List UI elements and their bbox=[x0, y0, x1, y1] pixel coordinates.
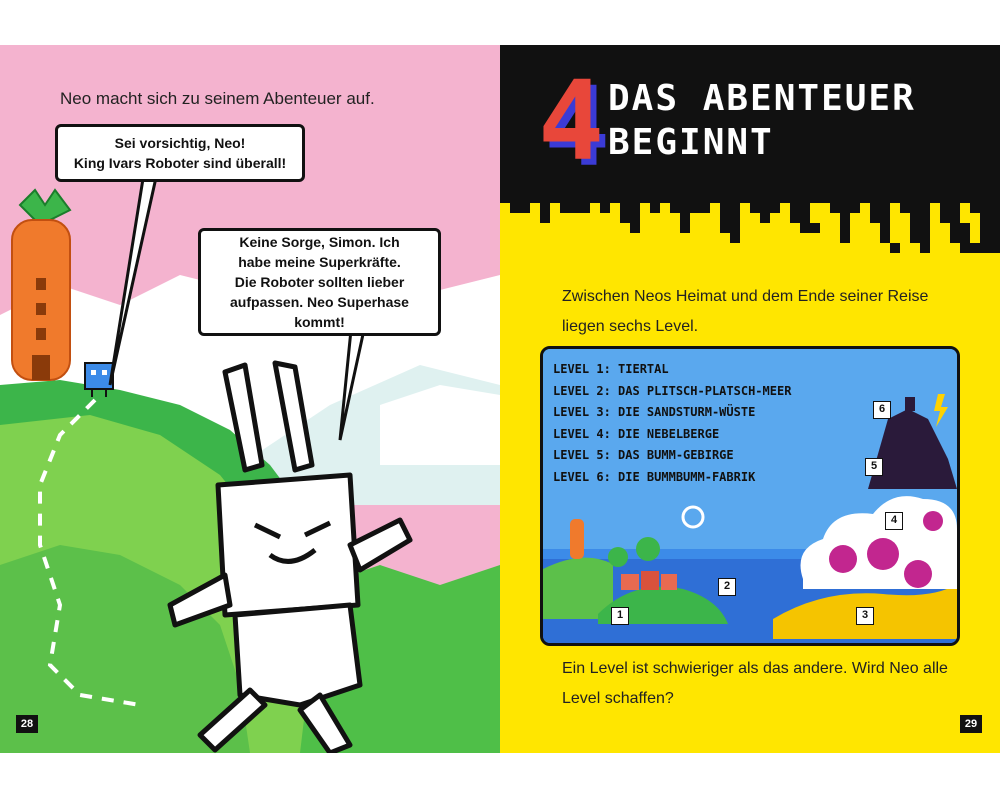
page-number-left: 28 bbox=[16, 715, 38, 733]
level-marker-3: 3 bbox=[856, 607, 874, 625]
page-number-right: 29 bbox=[960, 715, 982, 733]
chapter-title-line: DAS ABENTEUER bbox=[608, 78, 916, 119]
level-marker-5: 5 bbox=[865, 458, 883, 476]
book-spread bbox=[0, 45, 1000, 753]
closing-paragraph: Ein Level ist schwieriger als das andere. Wird Neo alle Level schaffen? bbox=[562, 660, 948, 707]
bubble-line: habe meine Superkräfte. bbox=[238, 254, 401, 270]
bubble-line: aufpassen. Neo Superhase bbox=[230, 294, 409, 310]
right-page bbox=[500, 45, 1000, 753]
level-list bbox=[553, 359, 791, 488]
level-item: LEVEL 5: DAS BUMM-GEBIRGE bbox=[553, 448, 734, 462]
speech-bubble-neo bbox=[198, 228, 441, 336]
level-marker-2: 2 bbox=[718, 578, 736, 596]
level-marker-1: 1 bbox=[611, 607, 629, 625]
level-marker-4: 4 bbox=[885, 512, 903, 530]
level-item: LEVEL 4: DIE NEBELBERGE bbox=[553, 426, 720, 441]
chapter-number: 4 bbox=[538, 57, 605, 185]
intro-paragraph: Zwischen Neos Heimat und dem Ende seiner Reise liegen sechs Level. bbox=[562, 288, 929, 335]
level-item: LEVEL 3: DIE SANDSTURM-WÜSTE bbox=[553, 405, 756, 419]
carrot-tower-icon bbox=[12, 190, 70, 380]
level-item: LEVEL 1: TIERTAL bbox=[553, 362, 669, 376]
level-item: LEVEL 2: DAS PLITSCH-PLATSCH-MEER bbox=[553, 383, 792, 398]
left-page bbox=[0, 45, 500, 753]
bubble-line: kommt! bbox=[294, 314, 345, 330]
bubble-line: Die Roboter sollten lieber bbox=[234, 274, 405, 290]
chapter-title bbox=[608, 77, 916, 165]
level-item: LEVEL 6: DIE BUMMBUMM-FABRIK bbox=[553, 469, 756, 484]
level-marker-6: 6 bbox=[873, 401, 891, 419]
chapter-title-line: BEGINNT bbox=[608, 122, 774, 163]
intro-text: Neo macht sich zu seinem Abenteuer auf. bbox=[60, 89, 375, 108]
level-map bbox=[540, 346, 960, 646]
speech-bubble-simon bbox=[55, 124, 305, 182]
bubble-line: Sei vorsichtig, Neo! bbox=[114, 135, 246, 151]
pixel-edge-decoration bbox=[500, 195, 1000, 265]
bubble-line: King Ivars Roboter sind überall! bbox=[73, 155, 287, 171]
bubble-line: Keine Sorge, Simon. Ich bbox=[239, 234, 400, 250]
